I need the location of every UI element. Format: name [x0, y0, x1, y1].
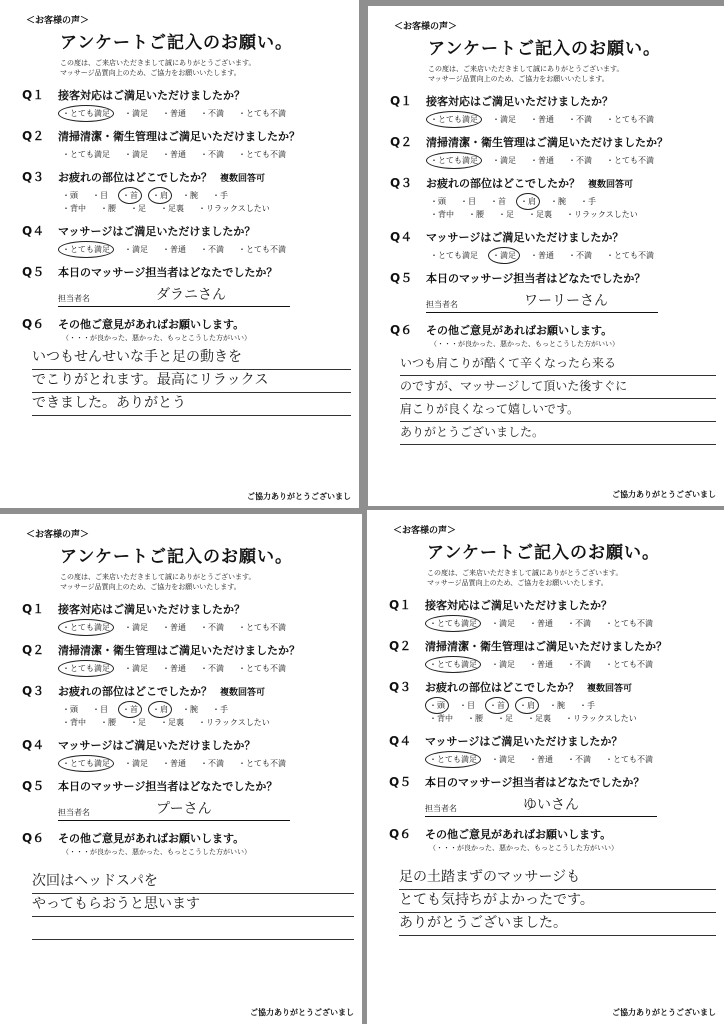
- question-4: Q４ マッサージはご満足いただけましたか？: [390, 230, 624, 244]
- survey-title: アンケートご記入のお願い。: [60, 547, 293, 567]
- comment-area: [32, 347, 351, 416]
- staff-name: ゆいさん: [523, 797, 579, 813]
- question-5: Q５ 本日のマッサージ担当者はどなたでしたか？: [22, 265, 278, 279]
- survey-sheet-1: ＜お客様の声＞ アンケートご記入のお願い。 この度は、ご来店いただきまして誠にありがとうございます。 マッサージ品質向上のため、ご協力をお願いいたします。 Q１ 接客対応はご満足いただけましたか？ ・とても満足 ・満足 ・普通 ・不満 ・とても不満 Q２ 清掃清潔・衛生管理はご満足いただけましたか？ ・とても満足 ・満足 ・普通 ・不満 ・とても不満 Q３ お疲れの部位はどこでしたか？ 複数回答可 ・頭 ・目 ・首 ・肩 ・腕 ・手 ・背中 ・腰 ・足 ・足裏 ・リラックスしたい Q４ マッサージはご満足いただけましたか？ ・とても満足 ・満足 ・普通 ・不満 ・とても不満 Q５ 本日のマッサージ担当者はどなたでしたか？ 担当者名 ダラニさん Q６ その他ご意見があればお願いします。 （・・・が良かった、悪かった、もっとこうした方がいい） いつもせんせいな手と足の動きを でこりがとれます。最高にリラックス できました。ありがとう ご協力ありがとうございまし: [0, 0, 359, 508]
- voice-tag: ＜お客様の声＞: [394, 22, 458, 32]
- survey-intro: この度は、ご来店いただきまして誠にありがとうございます。 マッサージ品質向上のため、ご協力をお願いいたします。: [60, 59, 256, 77]
- question-2: Q２ 清掃清潔・衛生管理はご満足いただけましたか？: [390, 135, 668, 149]
- q2-options: ・とても満足 ・満足 ・普通 ・不満 ・とても不満: [62, 664, 286, 673]
- staff-name: ワーリーさん: [524, 293, 608, 309]
- q3-options-row1: ・頭 ・目 ・首 ・肩 ・腕 ・手: [429, 701, 595, 710]
- survey-intro: この度は、ご来店いただきまして誠にありがとうございます。 マッサージ品質向上のため、ご協力をお願いいたします。: [427, 569, 623, 587]
- thanks-footer: ご協力ありがとうございまし: [250, 1008, 354, 1017]
- q1-options: ・とても満足 ・満足 ・普通 ・不満 ・とても不満: [62, 109, 286, 118]
- comment-line: とても気持ちがよかったです。: [399, 890, 716, 913]
- staff-name-field: 担当者名 プーさん: [58, 802, 290, 821]
- survey-sheet-4: ＜お客様の声＞ アンケートご記入のお願い。 この度は、ご来店いただきまして誠にありがとうございます。 マッサージ品質向上のため、ご協力をお願いいたします。 Q１ 接客対応はご満足いただけましたか？ ・とても満足 ・満足 ・普通 ・不満 ・とても不満 Q２ 清掃清潔・衛生管理はご満足いただけましたか？ ・とても満足 ・満足 ・普通 ・不満 ・とても不満 Q３ お疲れの部位はどこでしたか？ 複数回答可 ・頭 ・目 ・首 ・肩 ・腕 ・手 ・背中 ・腰 ・足 ・足裏 ・リラックスしたい Q４ マッサージはご満足いただけましたか？ ・とても満足 ・満足 ・普通 ・不満 ・とても不満 Q５ 本日のマッサージ担当者はどなたでしたか？ 担当者名 ゆいさん Q６ その他ご意見があればお願いします。 （・・・が良かった、悪かった、もっとこうした方がいい） 足の土踏まずのマッサージも とても気持ちがよかったです。 ありがとうございました。 ご協力ありがとうございまし: [367, 510, 724, 1024]
- comment-line: ありがとうございました。: [400, 422, 716, 445]
- question-3: Q３ お疲れの部位はどこでしたか？ 複数回答可: [389, 680, 633, 694]
- survey-sheet-2: ＜お客様の声＞ アンケートご記入のお願い。 この度は、ご来店いただきまして誠にありがとうございます。 マッサージ品質向上のため、ご協力をお願いいたします。 Q１ 接客対応はご満足いただけましたか？ ・とても満足 ・満足 ・普通 ・不満 ・とても不満 Q２ 清掃清潔・衛生管理はご満足いただけましたか？ ・とても満足 ・満足 ・普通 ・不満 ・とても不満 Q３ お疲れの部位はどこでしたか？ 複数回答可 ・頭 ・目 ・首 ・肩 ・腕 ・手 ・背中 ・腰 ・足 ・足裏 ・リラックスしたい Q４ マッサージはご満足いただけましたか？ ・とても満足 ・満足 ・普通 ・不満 ・とても不満 Q５ 本日のマッサージ担当者はどなたでしたか？ 担当者名 ワーリーさん Q６ その他ご意見があればお願いします。 （・・・が良かった、悪かった、もっとこうした方がいい） いつも肩こりが酷くて辛くなったら来る のですが、マッサージして頂いた後すぐに 肩こりが良くなって嬉しいです。 ありがとうございました。 ご協力ありがとうございまし: [368, 6, 724, 506]
- question-6: Q６ その他ご意見があればお願いします。: [22, 317, 245, 331]
- question-5: Q５ 本日のマッサージ担当者はどなたでしたか？: [389, 775, 645, 789]
- question-3: Q３ お疲れの部位はどこでしたか？ 複数回答可: [22, 684, 266, 698]
- question-5: Q５ 本日のマッサージ担当者はどなたでしたか？: [390, 271, 646, 285]
- survey-title: アンケートご記入のお願い。: [428, 39, 661, 59]
- q4-options: ・とても満足 ・満足 ・普通 ・不満 ・とても不満: [429, 755, 653, 764]
- q3-options-row2: ・背中 ・腰 ・足 ・足裏 ・リラックスしたい: [62, 204, 270, 213]
- comment-line: やってもらおうと思います: [32, 894, 354, 917]
- staff-name-field: 担当者名 ダラニさん: [58, 288, 290, 307]
- question-6: Q６ その他ご意見があればお願いします。: [390, 323, 613, 337]
- survey-title: アンケートご記入のお願い。: [427, 543, 660, 563]
- question-4: Q４ マッサージはご満足いただけましたか？: [22, 224, 256, 238]
- comment-line: いつもせんせいな手と足の動きを: [32, 347, 351, 370]
- thanks-footer: ご協力ありがとうございまし: [247, 492, 351, 501]
- question-3: Q３ お疲れの部位はどこでしたか？ 複数回答可: [390, 176, 634, 190]
- q3-options-row1: ・頭 ・目 ・首 ・肩 ・腕 ・手: [62, 191, 228, 200]
- survey-sheet-3: ＜お客様の声＞ アンケートご記入のお願い。 この度は、ご来店いただきまして誠にありがとうございます。 マッサージ品質向上のため、ご協力をお願いいたします。 Q１ 接客対応はご満足いただけましたか？ ・とても満足 ・満足 ・普通 ・不満 ・とても不満 Q２ 清掃清潔・衛生管理はご満足いただけましたか？ ・とても満足 ・満足 ・普通 ・不満 ・とても不満 Q３ お疲れの部位はどこでしたか？ 複数回答可 ・頭 ・目 ・首 ・肩 ・腕 ・手 ・背中 ・腰 ・足 ・足裏 ・リラックスしたい Q４ マッサージはご満足いただけましたか？ ・とても満足 ・満足 ・普通 ・不満 ・とても不満 Q５ 本日のマッサージ担当者はどなたでしたか？ 担当者名 プーさん Q６ その他ご意見があればお願いします。 （・・・が良かった、悪かった、もっとこうした方がいい） 次回はヘッドスパを やってもらおうと思います ご協力ありがとうございまし: [0, 514, 362, 1024]
- comment-line: 次回はヘッドスパを: [32, 871, 354, 894]
- comment-area: [32, 871, 354, 940]
- question-1: Q１ 接客対応はご満足いただけましたか？: [390, 94, 613, 108]
- question-5: Q５ 本日のマッサージ担当者はどなたでしたか？: [22, 779, 278, 793]
- voice-tag: ＜お客様の声＞: [393, 526, 457, 536]
- question-2: Q２ 清掃清潔・衛生管理はご満足いただけましたか？: [389, 639, 667, 653]
- question-1: Q１ 接客対応はご満足いただけましたか？: [389, 598, 612, 612]
- question-1: Q１ 接客対応はご満足いただけましたか？: [22, 88, 245, 102]
- question-3: Q３ お疲れの部位はどこでしたか？ 複数回答可: [22, 170, 266, 184]
- q3-options-row1: ・頭 ・目 ・首 ・肩 ・腕 ・手: [62, 705, 228, 714]
- question-6: Q６ その他ご意見があればお願いします。: [22, 831, 245, 845]
- comment-line: できました。ありがとう: [32, 393, 351, 416]
- question-6: Q６ その他ご意見があればお願いします。: [389, 827, 612, 841]
- comment-line: でこりがとれます。最高にリラックス: [32, 370, 351, 393]
- staff-name-field: 担当者名 ゆいさん: [425, 798, 657, 817]
- staff-name: ダラニさん: [156, 287, 226, 303]
- survey-intro: この度は、ご来店いただきまして誠にありがとうございます。 マッサージ品質向上のため、ご協力をお願いいたします。: [428, 65, 624, 83]
- survey-title: アンケートご記入のお願い。: [60, 33, 293, 53]
- q2-options: ・とても満足 ・満足 ・普通 ・不満 ・とても不満: [62, 150, 286, 159]
- q1-options: ・とても満足 ・満足 ・普通 ・不満 ・とても不満: [62, 623, 286, 632]
- comment-line: 肩こりが良くなって嬉しいです。: [400, 399, 716, 422]
- comment-line: [32, 917, 354, 940]
- question-4: Q４ マッサージはご満足いただけましたか？: [22, 738, 256, 752]
- comment-area: [400, 353, 716, 445]
- q1-options: ・とても満足 ・満足 ・普通 ・不満 ・とても不満: [430, 115, 654, 124]
- thanks-footer: ご協力ありがとうございまし: [612, 1008, 716, 1017]
- question-4: Q４ マッサージはご満足いただけましたか？: [389, 734, 623, 748]
- q3-options-row2: ・背中 ・腰 ・足 ・足裏 ・リラックスしたい: [62, 718, 270, 727]
- q3-options-row2: ・背中 ・腰 ・足 ・足裏 ・リラックスしたい: [429, 714, 637, 723]
- comment-line: ありがとうございました。: [399, 913, 716, 936]
- thanks-footer: ご協力ありがとうございまし: [612, 490, 716, 499]
- q2-options: ・とても満足 ・満足 ・普通 ・不満 ・とても不満: [429, 660, 653, 669]
- voice-tag: ＜お客様の声＞: [26, 530, 90, 540]
- q4-options: ・とても満足 ・満足 ・普通 ・不満 ・とても不満: [430, 251, 654, 260]
- q3-options-row2: ・背中 ・腰 ・足 ・足裏 ・リラックスしたい: [430, 210, 638, 219]
- question-2: Q２ 清掃清潔・衛生管理はご満足いただけましたか？: [22, 643, 300, 657]
- staff-name-field: 担当者名 ワーリーさん: [426, 294, 658, 313]
- question-2: Q２ 清掃清潔・衛生管理はご満足いただけましたか？: [22, 129, 300, 143]
- q4-options: ・とても満足 ・満足 ・普通 ・不満 ・とても不満: [62, 759, 286, 768]
- q2-options: ・とても満足 ・満足 ・普通 ・不満 ・とても不満: [430, 156, 654, 165]
- comment-line: 足の土踏まずのマッサージも: [399, 867, 716, 890]
- comment-line: のですが、マッサージして頂いた後すぐに: [400, 376, 716, 399]
- question-1: Q１ 接客対応はご満足いただけましたか？: [22, 602, 245, 616]
- staff-name: プーさん: [156, 801, 212, 817]
- q3-options-row1: ・頭 ・目 ・首 ・肩 ・腕 ・手: [430, 197, 596, 206]
- comment-line: いつも肩こりが酷くて辛くなったら来る: [400, 353, 716, 376]
- q4-options: ・とても満足 ・満足 ・普通 ・不満 ・とても不満: [62, 245, 286, 254]
- voice-tag: ＜お客様の声＞: [26, 16, 90, 26]
- survey-intro: この度は、ご来店いただきまして誠にありがとうございます。 マッサージ品質向上のため、ご協力をお願いいたします。: [60, 573, 256, 591]
- comment-area: [399, 867, 716, 936]
- q1-options: ・とても満足 ・満足 ・普通 ・不満 ・とても不満: [429, 619, 653, 628]
